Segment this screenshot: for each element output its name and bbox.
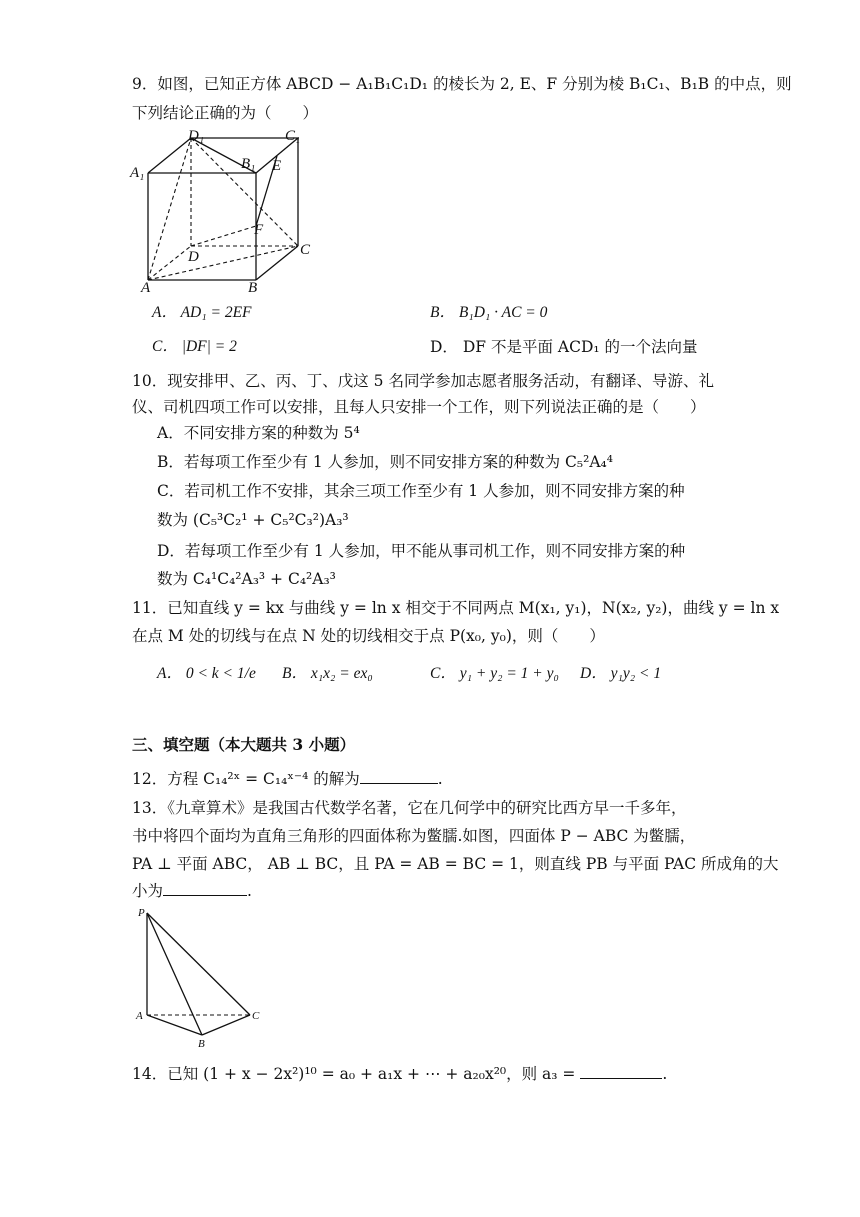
q10-option-c-line1: C．若司机工作不安排，其余三项工作至少有 1 人参加，则不同安排方案的种 (157, 482, 685, 500)
q11-stem-line2: 在点 M 处的切线与在点 N 处的切线相交于点 P(x₀, y₀)，则（ ） (132, 627, 605, 645)
label-D1: D₁ (188, 128, 205, 144)
q12-text: 12．方程 C₁₄²ˣ = C₁₄ˣ⁻⁴ 的解为 (132, 770, 360, 788)
q11-option-a: A． 0 < k < 1/e (157, 665, 256, 682)
q10-option-b: B．若每项工作至少有 1 人参加，则不同安排方案的种数为 C₅²A₄⁴ (157, 453, 613, 471)
section-heading: 三、填空题（本大题共 3 小题） (132, 735, 356, 754)
q13-end: . (247, 882, 252, 900)
q14-end: . (662, 1065, 668, 1083)
q10-option-a: A．不同安排方案的种数为 5⁴ (157, 424, 360, 442)
cube-figure (128, 128, 318, 293)
tetrahedron-figure (132, 905, 272, 1055)
label-B1: B₁ (241, 156, 256, 172)
label-C-tetra: C (252, 1010, 260, 1022)
label-A: A (141, 280, 151, 293)
q11-stem-line1: 11．已知直线 y = kx 与曲线 y = ln x 相交于不同两点 M(x₁, y₁)，N(x₂, y₂)，曲线 y = ln x (132, 599, 780, 617)
q10-option-d-line1: D．若每项工作至少有 1 人参加，甲不能从事司机工作，则不同安排方案的种 (157, 542, 686, 560)
label-B-tetra: B (198, 1038, 205, 1050)
q11-option-c: C． y₁ + y₂ = 1 + y₀ (430, 665, 559, 682)
q14 (132, 1063, 667, 1085)
q9-stem-line1: 9．如图，已知正方体 ABCD − A₁B₁C₁D₁ 的棱长为 2, E、F 分别为棱 B₁C₁、B₁B 的中点，则 (132, 75, 792, 93)
q10-option-c-line2: 数为 (C₅³C₂¹ + C₅²C₃²)A₃³ (157, 511, 349, 529)
label-C: C (300, 242, 311, 258)
q13-line1: 13．《九章算术》是我国古代数学名著，它在几何学中的研究比西方早一千多年， (132, 799, 687, 817)
q13-answer-blank[interactable] (163, 881, 247, 896)
label-F: F (254, 222, 264, 238)
label-E: E (272, 158, 282, 174)
q12 (132, 768, 443, 790)
q9-option-c: C． |DF| = 2 (152, 338, 237, 355)
label-D: D (188, 249, 199, 265)
q13-text: 小为 (132, 882, 164, 900)
q14-text: 14．已知 (1 + x − 2x²)¹⁰ = a₀ + a₁x + ⋯ + a₂₀x²⁰，则 a₃ = (132, 1065, 576, 1083)
q13-line3: PA ⊥ 平面 ABC， AB ⊥ BC，且 PA = AB = BC = 1，则直线 PB 与平面 PAC 所成角的大 (132, 855, 779, 873)
q9-option-d: D． DF 不是平面 ACD₁ 的一个法向量 (430, 338, 698, 356)
q11-option-d: D． y₁y₂ < 1 (580, 665, 662, 682)
q9-stem-line2: 下列结论正确的为（ ） (132, 104, 319, 122)
label-B: B (248, 280, 258, 293)
q10-stem-line1: 10．现安排甲、乙、丙、丁、戊这 5 名同学参加志愿者服务活动，有翻译、导游、礼 (132, 372, 714, 390)
label-A1: A₁ (130, 165, 145, 181)
q9-option-a: A． AD₁ = 2EF (152, 304, 252, 321)
q10-stem-line2: 仪、司机四项工作可以安排，且每人只安排一个工作，则下列说法正确的是（ ） (132, 398, 706, 416)
q14-answer-blank[interactable] (580, 1064, 662, 1079)
q13-line2: 书中将四个面均为直角三角形的四面体称为鳖臑.如图，四面体 P − ABC 为鳖臑， (132, 827, 696, 845)
q13-line4 (132, 880, 252, 902)
q9-option-b: B． B₁D₁ · AC = 0 (430, 304, 548, 321)
label-A-tetra: A (136, 1010, 143, 1022)
label-C1: C₁ (285, 128, 301, 144)
q10-option-d-line2: 数为 C₄¹C₄²A₃³ + C₄²A₃³ (157, 570, 336, 588)
q11-option-b: B． x₁x₂ = ex₀ (282, 665, 373, 682)
label-P: P (138, 907, 145, 919)
q12-end: . (437, 770, 443, 788)
q12-answer-blank[interactable] (360, 769, 438, 784)
